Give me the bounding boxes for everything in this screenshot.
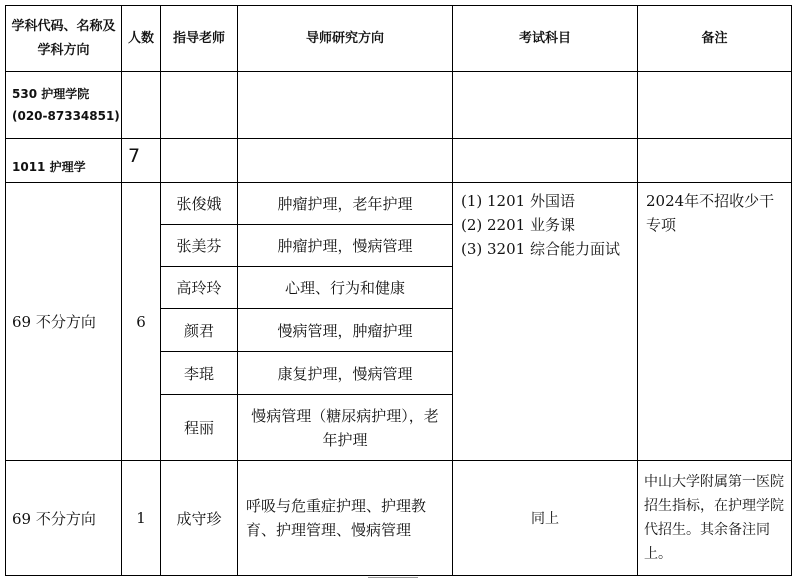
group1-direction: 69 不分方向 (6, 183, 122, 461)
college-phone: (020-87334851) (12, 109, 120, 123)
major-row (6, 139, 792, 183)
header-count: 人数 (122, 6, 161, 72)
empty-cell (161, 139, 238, 183)
supervisor-name: 张美芬 (161, 225, 238, 267)
supervisor-research: 慢病管理，肿瘤护理 (238, 309, 453, 352)
supervisor-name: 程丽 (161, 395, 238, 461)
exam-item: (2) 2201 业务课 (461, 216, 575, 234)
empty-cell (638, 139, 792, 183)
group1-exam (453, 183, 638, 461)
group2-remark: 中山大学附属第一医院招生指标，在护理学院代招生。其余备注同上。 (638, 461, 792, 576)
supervisor-research: 心理、行为和健康 (238, 267, 453, 309)
header-exam: 考试科目 (453, 6, 638, 72)
supervisor-name: 高玲玲 (161, 267, 238, 309)
college-row (6, 72, 792, 139)
empty-cell (453, 139, 638, 183)
empty-cell (161, 72, 238, 139)
supervisor-research: 肿瘤护理，老年护理 (238, 183, 453, 225)
supervisor-name: 李琨 (161, 352, 238, 395)
supervisor-research: 呼吸与危重症护理、护理教育、护理管理、慢病管理 (238, 461, 453, 576)
major-count: 7 (122, 139, 161, 183)
group2-row (6, 461, 792, 576)
group1-count: 6 (122, 183, 161, 461)
header-discipline: 学科代码、名称及学科方向 (6, 6, 122, 72)
supervisor-research: 康复护理，慢病管理 (238, 352, 453, 395)
header-research: 导师研究方向 (238, 6, 453, 72)
group2-direction: 69 不分方向 (6, 461, 122, 576)
group1-row (6, 183, 792, 225)
empty-cell (122, 72, 161, 139)
supervisor-research: 慢病管理（糖尿病护理），老年护理 (238, 395, 453, 461)
college-name: 530 护理学院 (12, 87, 90, 101)
header-supervisor: 指导老师 (161, 6, 238, 72)
admissions-table (5, 5, 792, 576)
empty-cell (638, 72, 792, 139)
group1-remark: 2024年不招收少干专项 (638, 183, 792, 461)
header-remark: 备注 (638, 6, 792, 72)
page-edge-mark (368, 577, 418, 582)
major-name: 1011 护理学 (6, 139, 122, 183)
supervisor-name: 颜君 (161, 309, 238, 352)
supervisor-name: 成守珍 (161, 461, 238, 576)
college-cell (6, 72, 122, 139)
supervisor-research: 肿瘤护理，慢病管理 (238, 225, 453, 267)
group2-exam: 同上 (453, 461, 638, 576)
exam-item: (3) 3201 综合能力面试 (461, 240, 620, 258)
empty-cell (453, 72, 638, 139)
group2-count: 1 (122, 461, 161, 576)
supervisor-name: 张俊娥 (161, 183, 238, 225)
empty-cell (238, 139, 453, 183)
empty-cell (238, 72, 453, 139)
header-row (6, 6, 792, 72)
exam-item: (1) 1201 外国语 (461, 192, 575, 210)
